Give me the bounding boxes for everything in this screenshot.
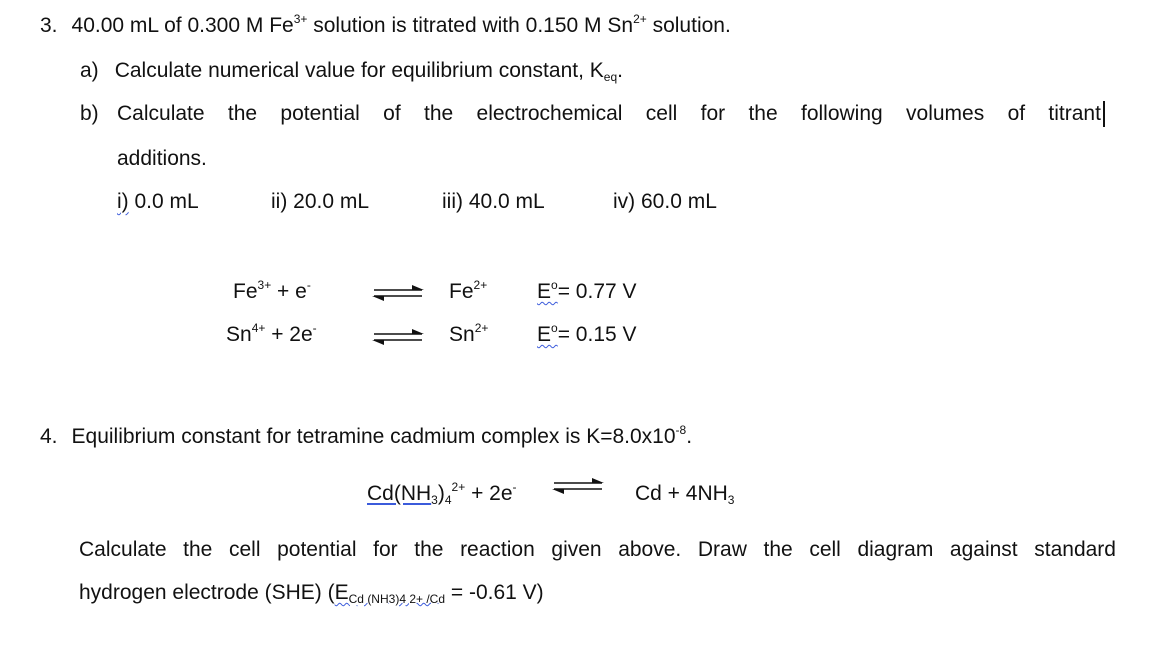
volume-item: ii) 20.0 mL <box>271 190 370 213</box>
q4-number: 4. <box>40 425 58 448</box>
word: for <box>700 102 726 125</box>
volume-item: iv) 60.0 mL <box>613 190 717 213</box>
word: given <box>551 538 602 561</box>
word: cell <box>645 102 678 125</box>
equilibrium-arrow-icon <box>552 477 606 495</box>
q4-instruction-line1 <box>79 537 1116 563</box>
reaction-2-lhs: $Sn^{4+} + 2e^-$ <box>226 321 317 346</box>
q4-reaction-rhs: $Cd + 4NH_3$ <box>635 482 735 507</box>
word: the <box>227 102 258 125</box>
q3-part-b-line2: additions. <box>117 147 207 170</box>
reaction-1-potential: $E^o= 0.77$ V <box>537 278 637 303</box>
word: the <box>748 102 778 125</box>
word: reaction <box>460 538 535 561</box>
volume-item: i) 0.0 mL <box>117 190 199 213</box>
reaction-1-lhs: $Fe^{3+} + e^-$ <box>233 278 311 303</box>
q4-reaction-lhs: $Cd(NH_3)_4^{2+} + 2e^-$ <box>367 480 517 507</box>
word: cell <box>809 538 841 561</box>
word: volumes <box>906 102 985 125</box>
word: cell <box>228 538 261 561</box>
q3-part-a: a) Calculate numerical value for equilibrium constant, $K_{eq}$. <box>80 59 623 84</box>
volume-item: iii) 40.0 mL <box>442 190 545 213</box>
word: the <box>424 102 454 125</box>
q4-title: 4. Equilibrium constant for tetramine cadmium complex is $K=8.0x10^{-8}$. <box>40 423 693 448</box>
q3-number: 3. <box>40 14 58 37</box>
word: Calculate <box>117 102 205 125</box>
equilibrium-arrow-icon <box>372 284 426 302</box>
text-cursor <box>1099 101 1105 128</box>
word: against <box>949 538 1018 561</box>
word: the <box>183 538 213 561</box>
q3-title: 3. 40.00 mL of 0.300 M $Fe^{3+}$ solution is titrated with 0.150 M $Sn^{2+}$ solution. <box>40 12 731 37</box>
word: for <box>373 538 398 561</box>
equilibrium-arrow-icon <box>372 328 426 346</box>
word: the <box>414 538 444 561</box>
word: above. <box>618 538 682 561</box>
word: Calculate <box>79 538 167 561</box>
word: of <box>1007 102 1026 125</box>
q3-part-b-line1 <box>117 101 1101 127</box>
q3-part-b-letter: b) <box>80 102 99 125</box>
word: potential <box>280 102 360 125</box>
word: Draw <box>697 538 747 561</box>
word: of <box>383 102 401 125</box>
word: electrochemical <box>476 102 623 125</box>
word: potential <box>277 538 357 561</box>
reaction-2-potential: $E^o= 0.15$ V <box>537 321 637 346</box>
q4-instruction-line2: hydrogen electrode (SHE) ($E_{Cd (NH3)4 2+ /Cd} = -0.61$ V) <box>79 581 544 606</box>
word: the <box>763 538 793 561</box>
word: diagram <box>857 538 934 561</box>
word: titrant <box>1048 102 1101 125</box>
word: standard <box>1034 538 1116 561</box>
reaction-1-rhs: $Fe^{2+}$ <box>449 278 488 303</box>
word: following <box>800 102 883 125</box>
reaction-2-rhs: $Sn^{2+}$ <box>449 321 489 346</box>
